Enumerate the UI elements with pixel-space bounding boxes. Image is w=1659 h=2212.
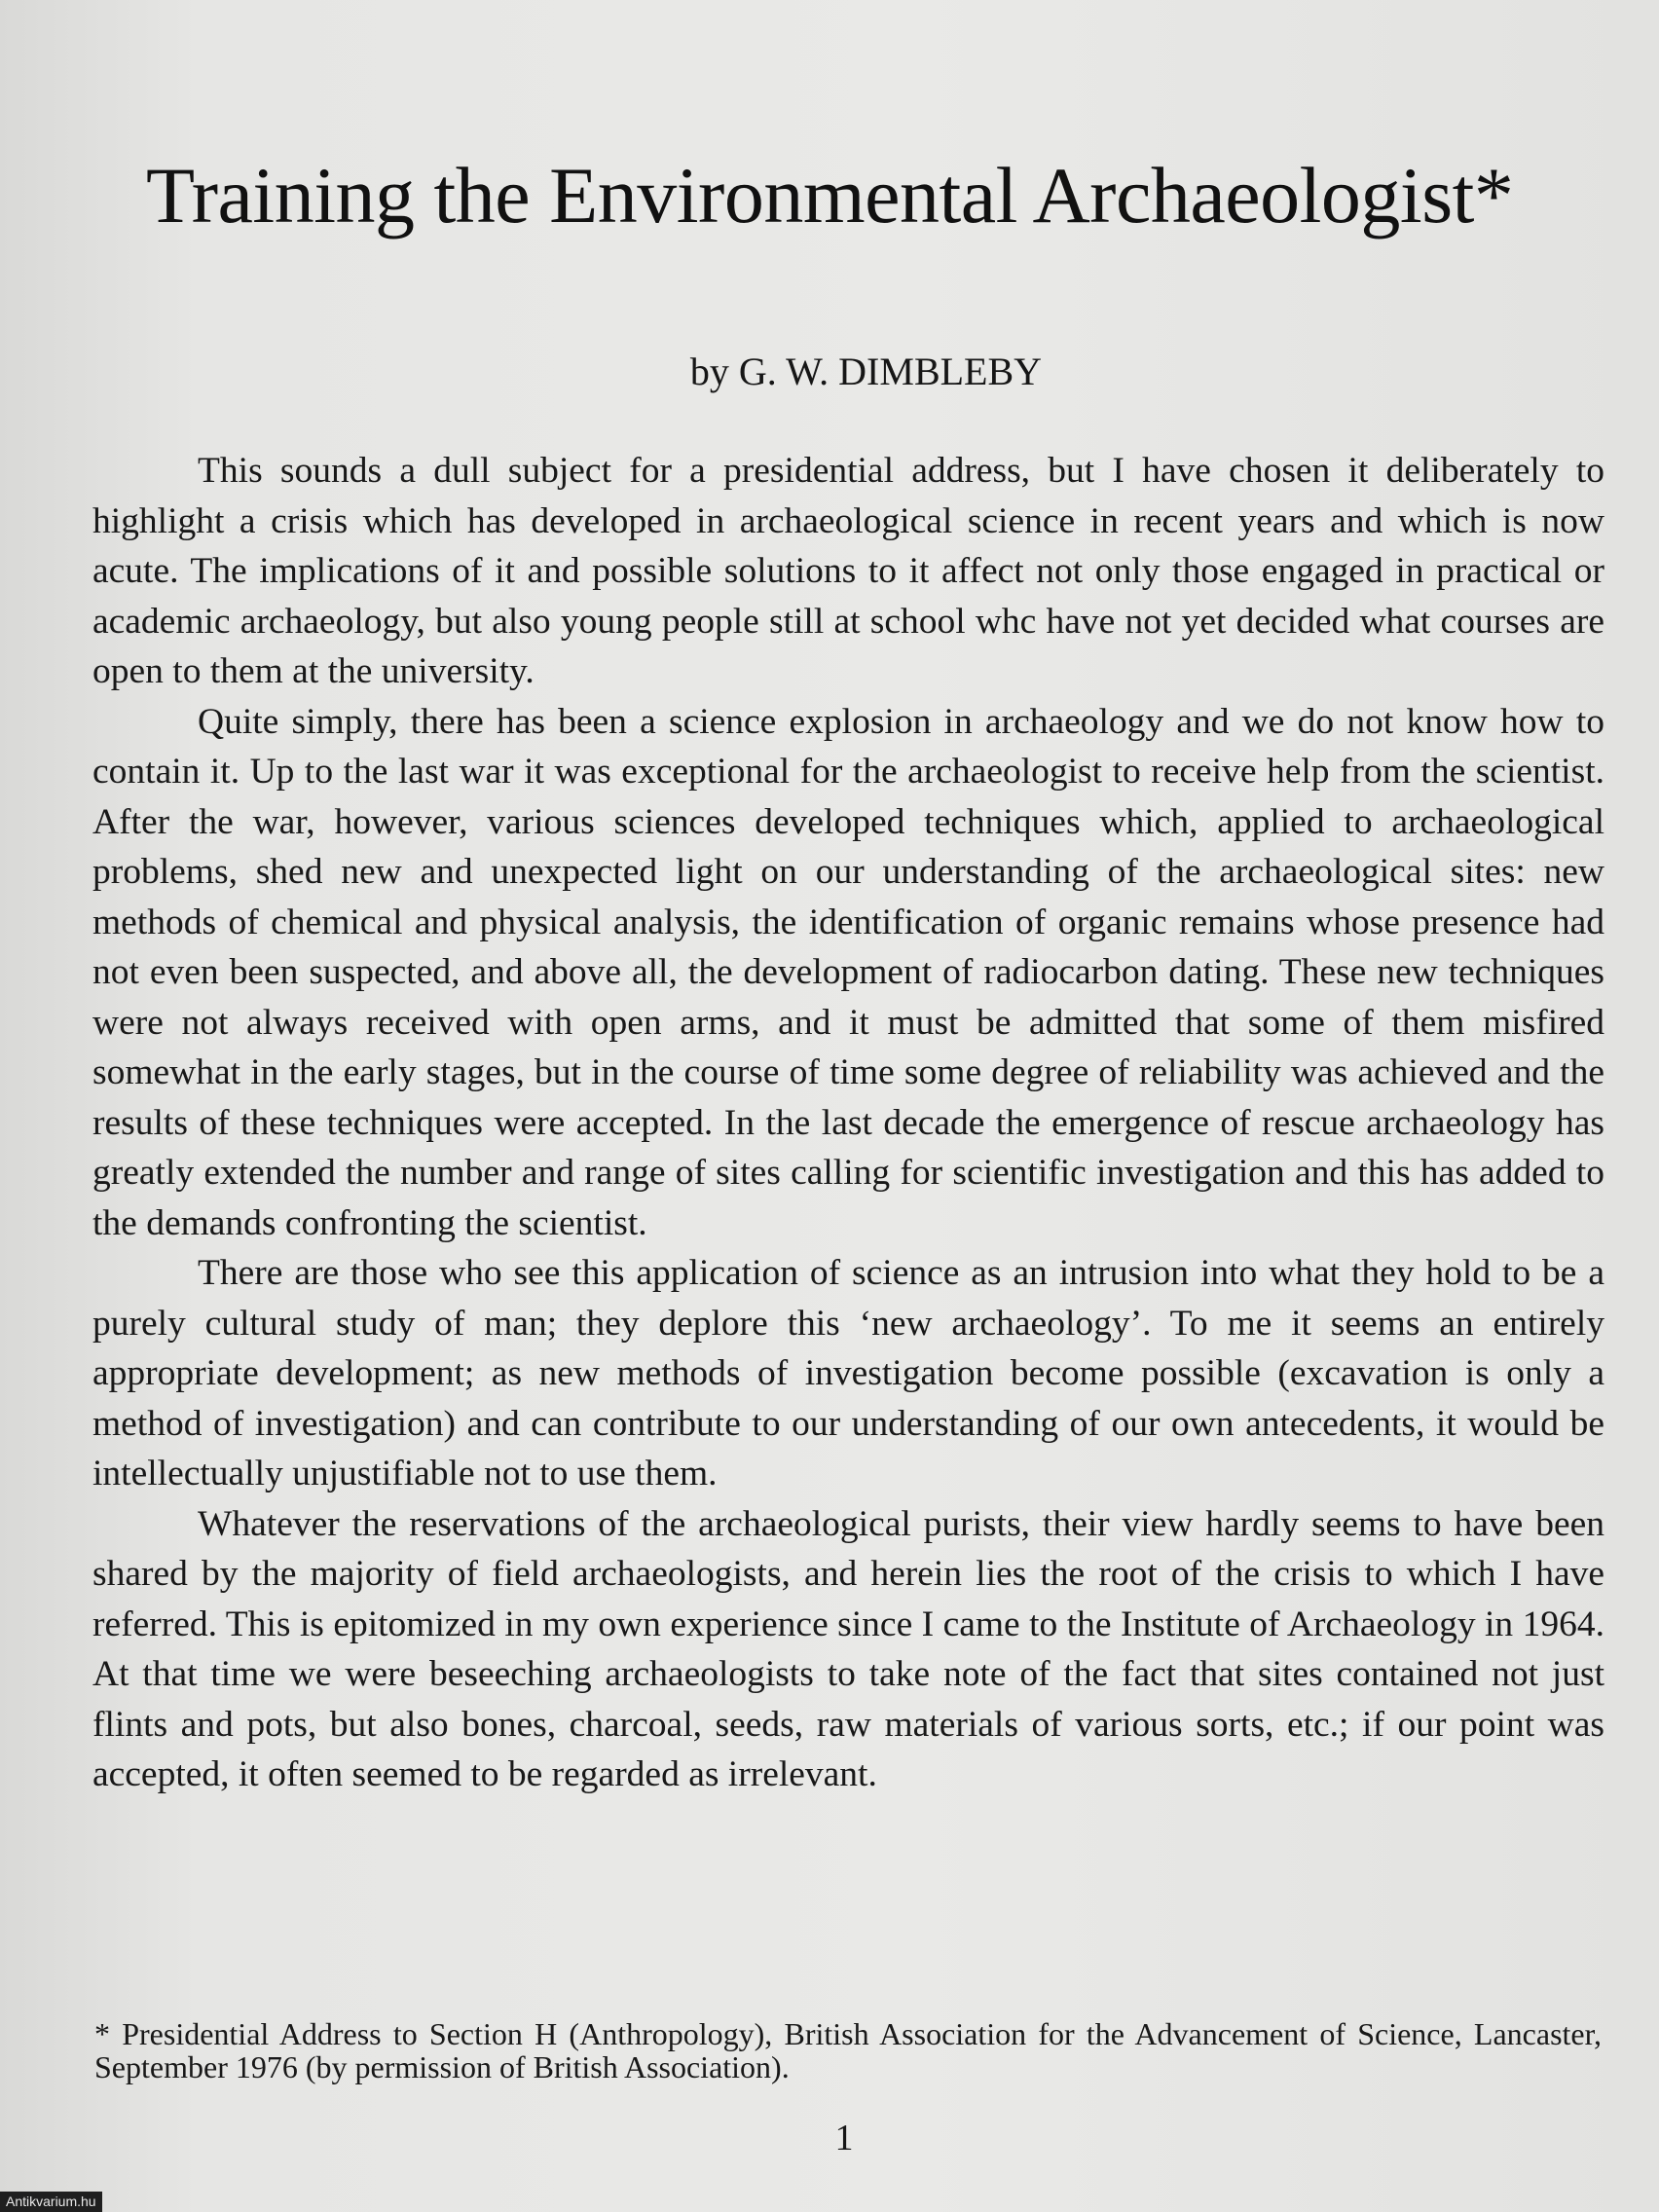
paragraph: This sounds a dull subject for a presidential address, but I have chosen it deliberately to highlight a crisis which has developed in archaeological science in recent years and which is now acute. The implications of it and possible solutions to it affect not only those engaged in practical or academic archaeology, but also young people still at school whc have not yet decided what courses are open to them at the university.	[92, 451, 1604, 691]
paragraph: Quite simply, there has been a science explosion in archaeology and we do not know how to contain it. Up to the last war it was exceptional for the archaeologist to receive help from the scientist. After the war, however, various sciences developed techniques which, applied to archaeological problems, shed new and unexpected light on our understanding of the archaeological sites: new methods of chemical and physical analysis, the identification of organic remains whose presence had not even been suspected, and above all, the development of radiocarbon dating. These new techniques were not always received with open arms, and it must be admitted that some of them misfired somewhat in the early stages, but in the course of time some degree of reliability was achieved and the results of these techniques were accepted. In the last decade the emergence of rescue archaeology has greatly extended the number and range of sites calling for scientific investigation and this has added to the demands confronting the scientist.	[92, 701, 1604, 1243]
footnote: * Presidential Address to Section H (Anthropology), British Association for the Advancement of Science, Lancaster, September 1976 (by permission of British Association).	[94, 2016, 1602, 2084]
author-byline: by G. W. DIMBLEBY	[689, 350, 1043, 393]
article-body	[92, 446, 1604, 1800]
article-title: Training the Environmental Archaeologist*	[146, 151, 1514, 240]
paragraph: Whatever the reservations of the archaeological purists, their view hardly seems to have been shared by the majority of field archaeologists, and herein lies the root of the crisis to which I have referred. This is epitomized in my own experience since I came to the Institute of Archaeology in 1964. At that time we were beseeching archaeologists to take note of the fact that sites contained not just flints and pots, but also bones, charcoal, seeds, raw materials of various sorts, etc.; if our point was accepted, it often seemed to be regarded as irrelevant.	[92, 1503, 1604, 1794]
paragraph: There are those who see this application of science as an intrusion into what they hold to be a purely cultural study of man; they deplore this ‘new archaeology’. To me it seems an entirely appropriate development; as new methods of investigation become possible (excavation is only a method of investigation) and can contribute to our understanding of our own antecedents, it would be intellectually unjustifiable not to use them.	[92, 1253, 1604, 1493]
page-number: 1	[834, 2118, 854, 2158]
watermark: Antikvarium.hu	[0, 2192, 102, 2212]
